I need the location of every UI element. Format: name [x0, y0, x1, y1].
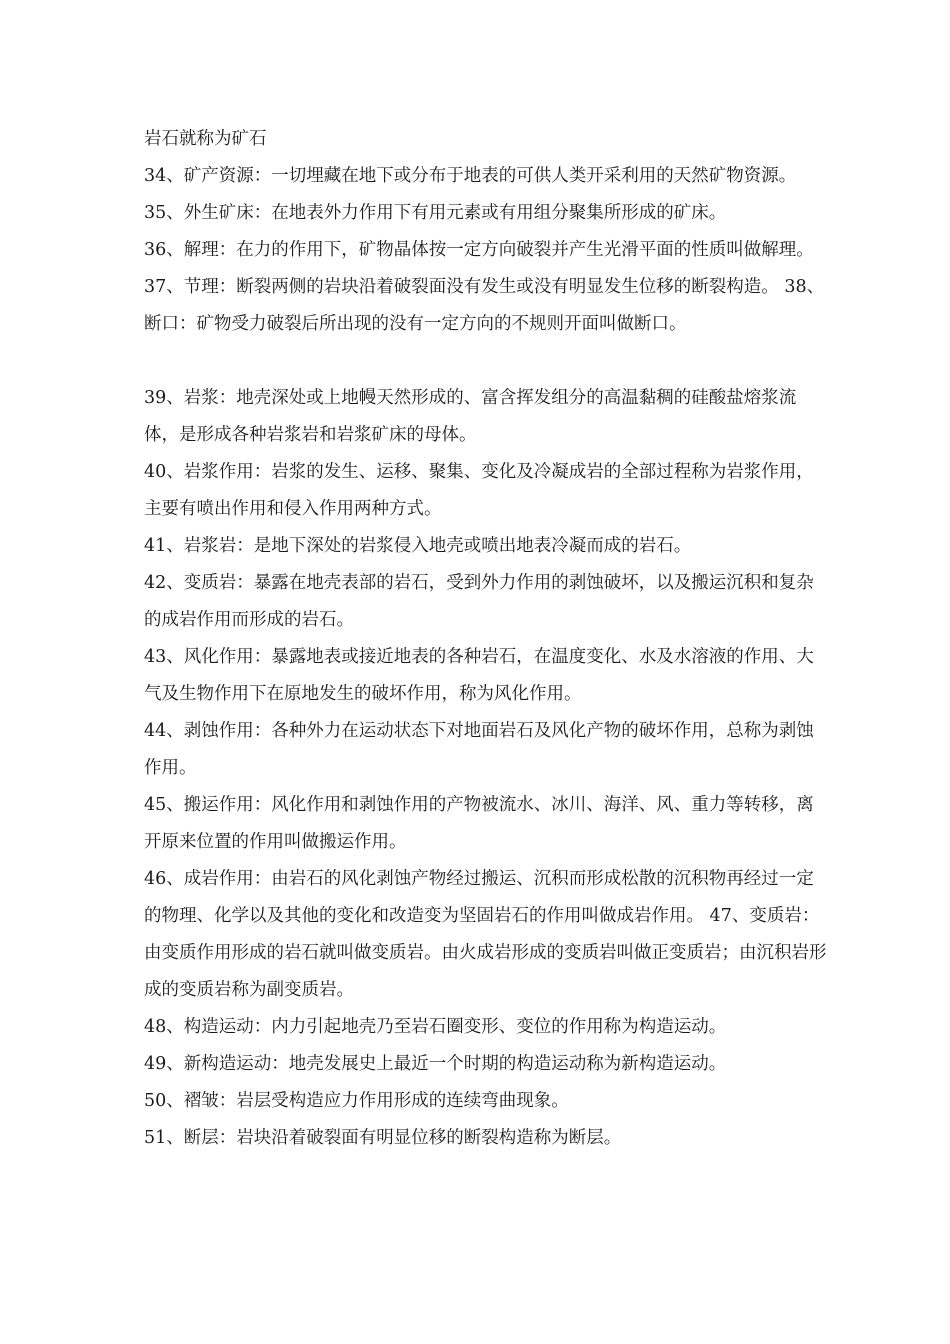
paragraph-35: 35、外生矿床：在地表外力作用下有用元素或有用组分聚集所形成的矿床。 [144, 203, 727, 223]
paragraph-48: 48、构造运动：内力引起地壳乃至岩石圈变形、变位的作用称为构造运动。 [144, 1017, 727, 1037]
paragraph-44: 44、剥蚀作用：各种外力在运动状态下对地面岩石及风化产物的破坏作用，总称为剥蚀作用。 [144, 721, 814, 778]
paragraph-51: 51、断层：岩块沿着破裂面有明显位移的断裂构造称为断层。 [144, 1128, 622, 1148]
paragraph-39: 39、岩浆：地壳深处或上地幔天然形成的、富含挥发组分的高温黏稠的硅酸盐熔浆流体，是形成各种岩浆岩和岩浆矿床的母体。 [144, 388, 797, 445]
paragraph-ore-tail: 岩石就称为矿石 [144, 129, 267, 149]
document-body [144, 121, 828, 1157]
paragraph-46-47: 46、成岩作用：由岩石的风化剥蚀产物经过搬运、沉积而形成松散的沉积物再经过一定的物理、化学以及其他的变化和改造变为坚固岩石的作用叫做成岩作用。 47、变质岩：由变质作用形成的岩石就叫做变质岩。由火成岩形成的变质岩叫做正变质岩；由沉积岩形成的变质岩称为副变质岩。 [144, 869, 827, 1000]
paragraph-49: 49、新构造运动：地壳发展史上最近一个时期的构造运动称为新构造运动。 [144, 1054, 727, 1074]
paragraph-40: 40、岩浆作用：岩浆的发生、运移、聚集、变化及冷凝成岩的全部过程称为岩浆作用，主要有喷出作用和侵入作用两种方式。 [144, 462, 814, 519]
paragraph-42: 42、变质岩：暴露在地壳表部的岩石，受到外力作用的剥蚀破坏，以及搬运沉积和复杂的成岩作用而形成的岩石。 [144, 573, 814, 630]
paragraph-43: 43、风化作用：暴露地表或接近地表的各种岩石，在温度变化、水及水溶液的作用、大气及生物作用下在原地发生的破坏作用，称为风化作用。 [144, 647, 814, 704]
paragraph-34: 34、矿产资源：一切埋藏在地下或分布于地表的可供人类开采利用的天然矿物资源。 [144, 166, 797, 186]
paragraph-37-38: 37、节理：断裂两侧的岩块沿着破裂面没有发生或没有明显发生位移的断裂构造。 38、断口：矿物受力破裂后所出现的没有一定方向的不规则开面叫做断口。 [144, 277, 825, 334]
paragraph-gap [144, 343, 828, 380]
paragraph-45: 45、搬运作用：风化作用和剥蚀作用的产物被流水、冰川、海洋、风、重力等转移，离开原来位置的作用叫做搬运作用。 [144, 795, 814, 852]
paragraph-36: 36、解理：在力的作用下，矿物晶体按一定方向破裂并产生光滑平面的性质叫做解理。 [144, 240, 814, 260]
paragraph-50: 50、褶皱：岩层受构造应力作用形成的连续弯曲现象。 [144, 1091, 569, 1111]
paragraph-41: 41、岩浆岩：是地下深处的岩浆侵入地壳或喷出地表冷凝而成的岩石。 [144, 536, 692, 556]
